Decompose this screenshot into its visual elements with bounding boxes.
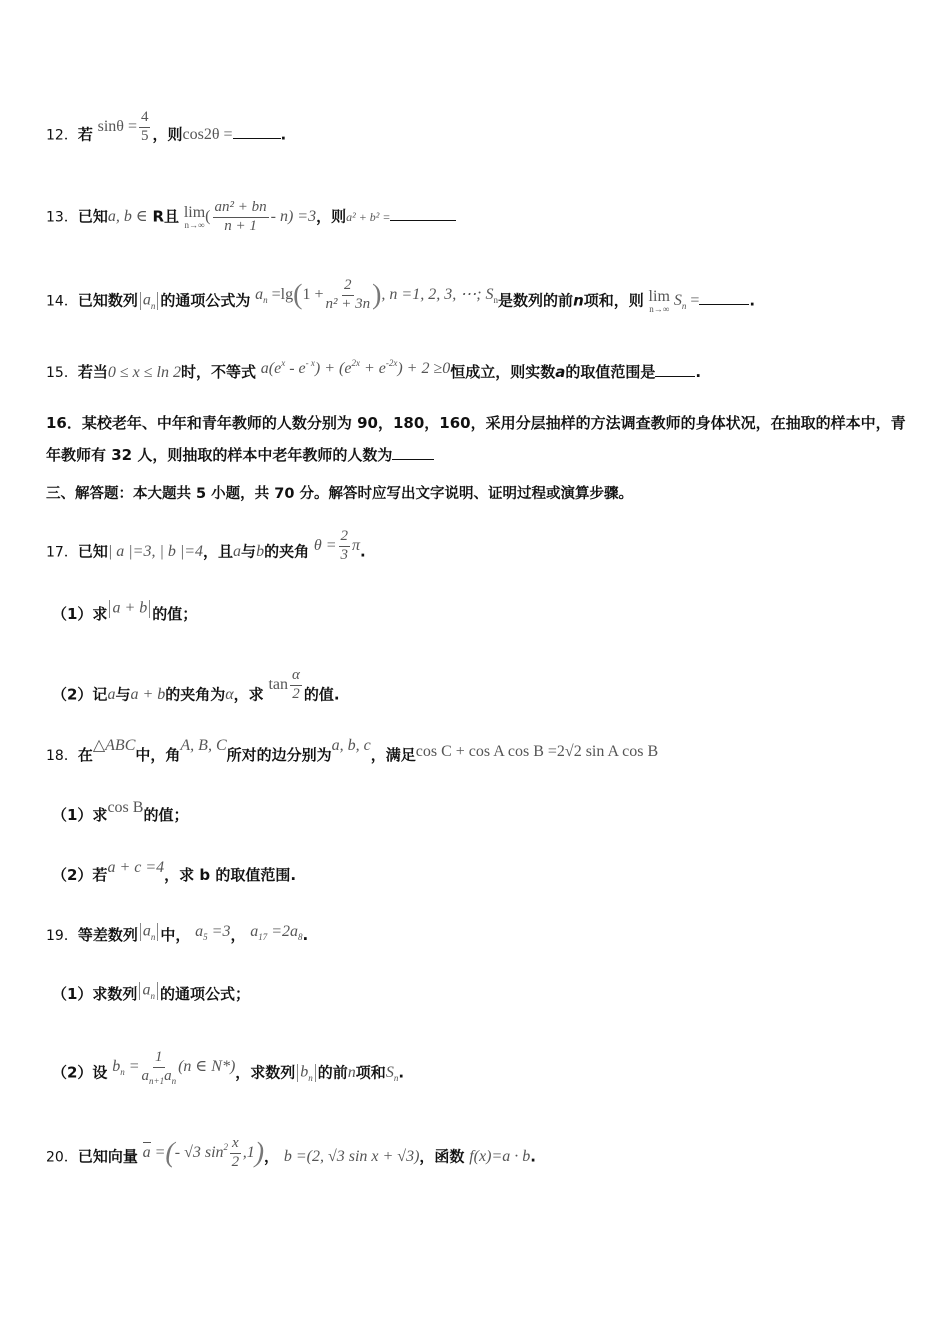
- answer-blank[interactable]: [233, 126, 281, 139]
- q14-number: 14．: [46, 293, 78, 310]
- q13-limit-expression: lim n→∞ ( $\frac{\text{an² + bn}}{n + 1}$ - n) =3: [183, 199, 317, 234]
- q13-number: 13．: [46, 209, 78, 226]
- q16-paragraph: 16．某校老年、中年和青年教师的人数分别为 90，180，160，采用分层抽样的方法调查教师的身体状况，在抽取的样本中，青年教师有 32 人，则抽取的样本中老年教师的人数为: [46, 414, 906, 464]
- q12-condition: sinθ = $\frac{4}{5}$: [97, 109, 149, 144]
- q17-number: 17．: [46, 544, 78, 561]
- q17-row: 17．已知| a |=3, | b |=4，且a与b的夹角 θ = $\frac{2}{3}$ π.: [46, 528, 366, 563]
- q15-number: 15．: [46, 365, 78, 381]
- section-heading: 三、解答题：本大题共 5 小题，共 70 分。解答时应写出文字说明、证明过程或演算步骤。: [46, 486, 633, 502]
- q15-row: 15．若当0 ≤ x ≤ ln 2时，不等式 $a(e^x - e^{- x}) + (e^{2x} + e^{-2x}) + 2 \ge 0$恒成立，则实数a的取值范围是 .: [46, 358, 702, 381]
- q20-row: 20．已知向量 a =(- √3 $\sin^2$ $\frac{x}{2}$ ,1)， b =(2, √3 sin x + √3)，函数 f(x)=a · b.: [46, 1135, 536, 1170]
- q13-row: 13．已知a, b ∈ R且 lim n→∞ ( $\frac{\text{an² + bn}}{n + 1}$ - n) =3，则a² + b² =: [46, 200, 456, 235]
- q19-number: 19．: [46, 928, 78, 944]
- q19-part2: （2）设 $b_n$ = $\frac{1}{a_{n+1}a_n}$ (n ∈ N*)，求数列 $b_n$ 的前n项和$S_n$.: [52, 1049, 405, 1086]
- q12-row: 12．若 sinθ = $\frac{4}{5}$ ，则cos2θ = .: [46, 109, 287, 144]
- answer-blank[interactable]: [699, 292, 749, 305]
- q17-part1: （1）求 a + b 的值；: [52, 599, 198, 623]
- q17-part2: （2）记a与a + b的夹角为α，求 tan $\frac{\alpha}{2}$ 的值.: [52, 667, 340, 704]
- answer-blank[interactable]: [655, 364, 695, 377]
- q18-part1: （1）求cos B的值；: [52, 799, 189, 824]
- q18-number: 18．: [46, 748, 78, 764]
- q18-row: 18．在△ABC中，角A, B, C所对的边分别为a, b, c，满足cos C + cos A cos B =2√2 sin A cos B: [46, 737, 659, 764]
- q14-row: 14．已知数列 $a_n$ 的通项公式为 $a_n =\lg(1$ + $\frac{2}{\text{n² + 3n}}$ ), n =1, 2, 3, ⋯; $S_n$是数列的前n项和，则 lim n→∞ $S_n$ = .: [46, 277, 756, 314]
- q12-number: 12．: [46, 127, 78, 144]
- answer-blank[interactable]: [392, 447, 434, 460]
- q18-part2: （2）若a + c =4，求 b 的取值范围.: [52, 859, 297, 884]
- answer-blank[interactable]: [390, 208, 456, 221]
- q15-inequality: $a(e^x - e^{- x}) + (e^{2x} + e^{-2x}) + 2 \ge 0$: [260, 358, 451, 377]
- q14-formula: $a_n =\lg(1$ + $\frac{2}{\text{n² + 3n}}$ ), n =1, 2, 3, ⋯; $S_n$: [255, 277, 499, 312]
- q19-row: 19．等差数列 $a_n$ 中， $a_5 =3$， $a_{17} =2a_8$.: [46, 922, 309, 944]
- q19-part1: （1）求数列 $a_n$ 的通项公式；: [52, 981, 250, 1003]
- q20-vector-a: a =(- √3 $\sin^2$ $\frac{x}{2}$ ,1): [142, 1135, 265, 1170]
- q20-number: 20．: [46, 1149, 78, 1166]
